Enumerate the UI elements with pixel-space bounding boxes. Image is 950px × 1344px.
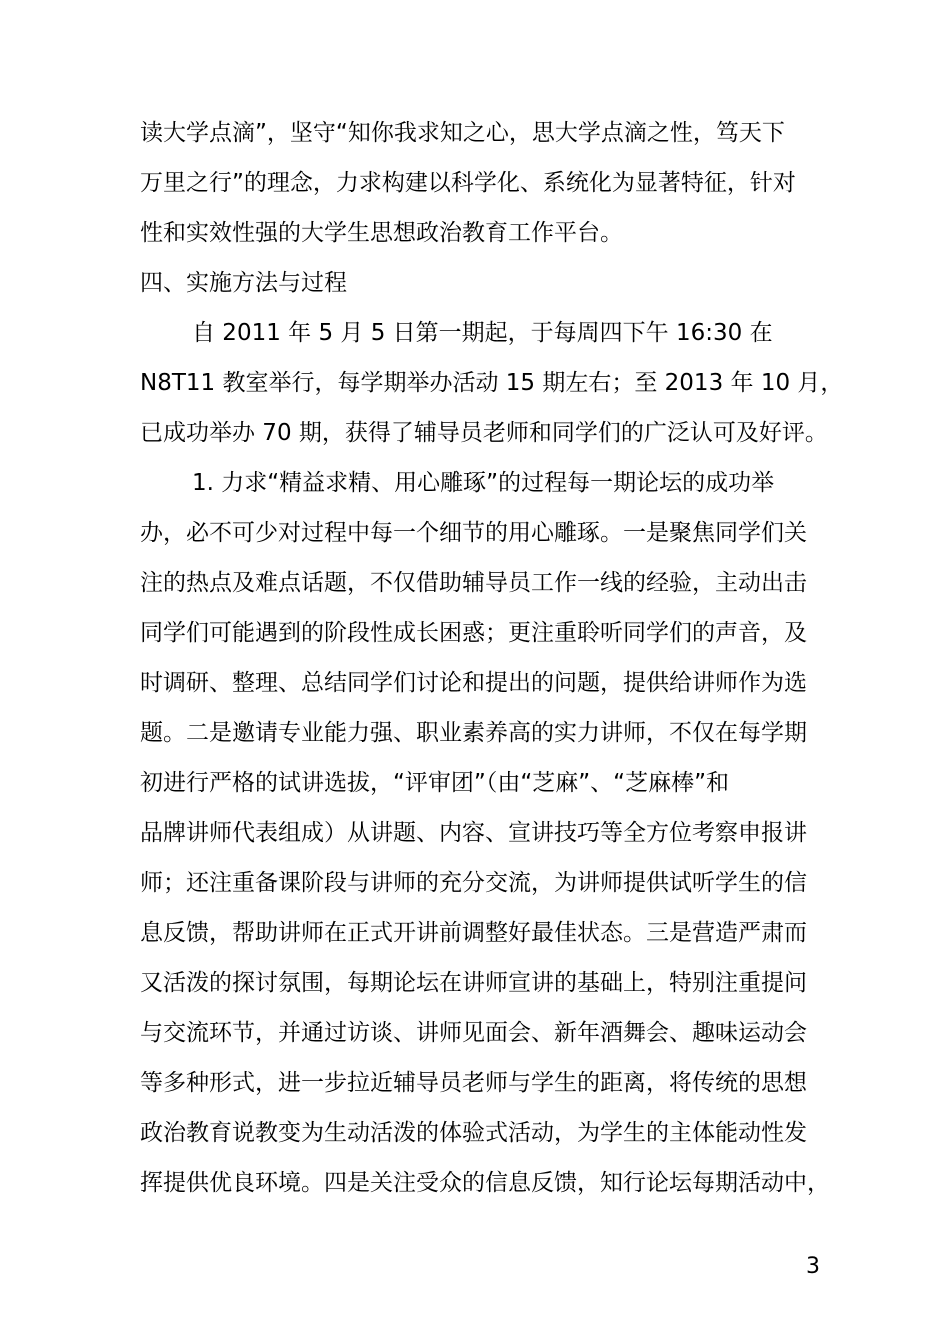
text-line: 品牌讲师代表组成）从讲题、内容、宣讲技巧等全方位考察申报讲 — [140, 820, 807, 846]
text-line: 性和实效性强的大学生思想政治教育工作平台。 — [140, 220, 623, 246]
text-line: 挥提供优良环境。四是关注受众的信息反馈，知行论坛每期活动中， — [140, 1170, 830, 1196]
text-line: 题。二是邀请专业能力强、职业素养高的实力讲师，不仅在每学期 — [140, 720, 807, 746]
text-line: 息反馈，帮助讲师在正式开讲前调整好最佳状态。三是营造严肃而 — [140, 920, 807, 946]
text-line: 办，必不可少对过程中每一个细节的用心雕琢。一是聚焦同学们关 — [140, 520, 807, 546]
text-line: 政治教育说教变为生动活泼的体验式活动，为学生的主体能动性发 — [140, 1120, 807, 1146]
body-text — [140, 108, 844, 1208]
page-number: 3 — [806, 1254, 820, 1279]
text-line: 师；还注重备课阶段与讲师的充分交流，为讲师提供试听学生的信 — [140, 870, 807, 896]
text-line: 万里之行”的理念，力求构建以科学化、系统化为显著特征，针对 — [140, 170, 796, 196]
text-line: 同学们可能遇到的阶段性成长困惑；更注重聆听同学们的声音，及 — [140, 620, 807, 646]
text-line: N8T11 教室举行，每学期举办活动 15 期左右；至 2013 年 10 月， — [140, 370, 844, 396]
section-heading: 四、实施方法与过程 — [140, 270, 347, 296]
text-line: 初进行严格的试讲选拔，“评审团”（由“芝麻”、“芝麻棒”和 — [140, 770, 729, 796]
text-line: 与交流环节，并通过访谈、讲师见面会、新年酒舞会、趣味运动会 — [140, 1020, 807, 1046]
text-line: 注的热点及难点话题，不仅借助辅导员工作一线的经验，主动出击 — [140, 570, 807, 596]
text-line: 时调研、整理、总结同学们讨论和提出的问题，提供给讲师作为选 — [140, 670, 807, 696]
text-line: 等多种形式，进一步拉近辅导员老师与学生的距离，将传统的思想 — [140, 1070, 807, 1096]
text-line: 自 2011 年 5 月 5 日第一期起，于每周四下午 16:30 在 — [192, 320, 773, 346]
text-line: 已成功举办 70 期，获得了辅导员老师和同学们的广泛认可及好评。 — [140, 420, 828, 446]
text-line: 读大学点滴”，坚守“知你我求知之心，思大学点滴之性，笃天下 — [140, 120, 785, 146]
text-line: 1. 力求“精益求精、用心雕琢”的过程每一期论坛的成功举 — [192, 470, 775, 496]
text-line: 又活泼的探讨氛围，每期论坛在讲师宣讲的基础上，特别注重提问 — [140, 970, 807, 996]
